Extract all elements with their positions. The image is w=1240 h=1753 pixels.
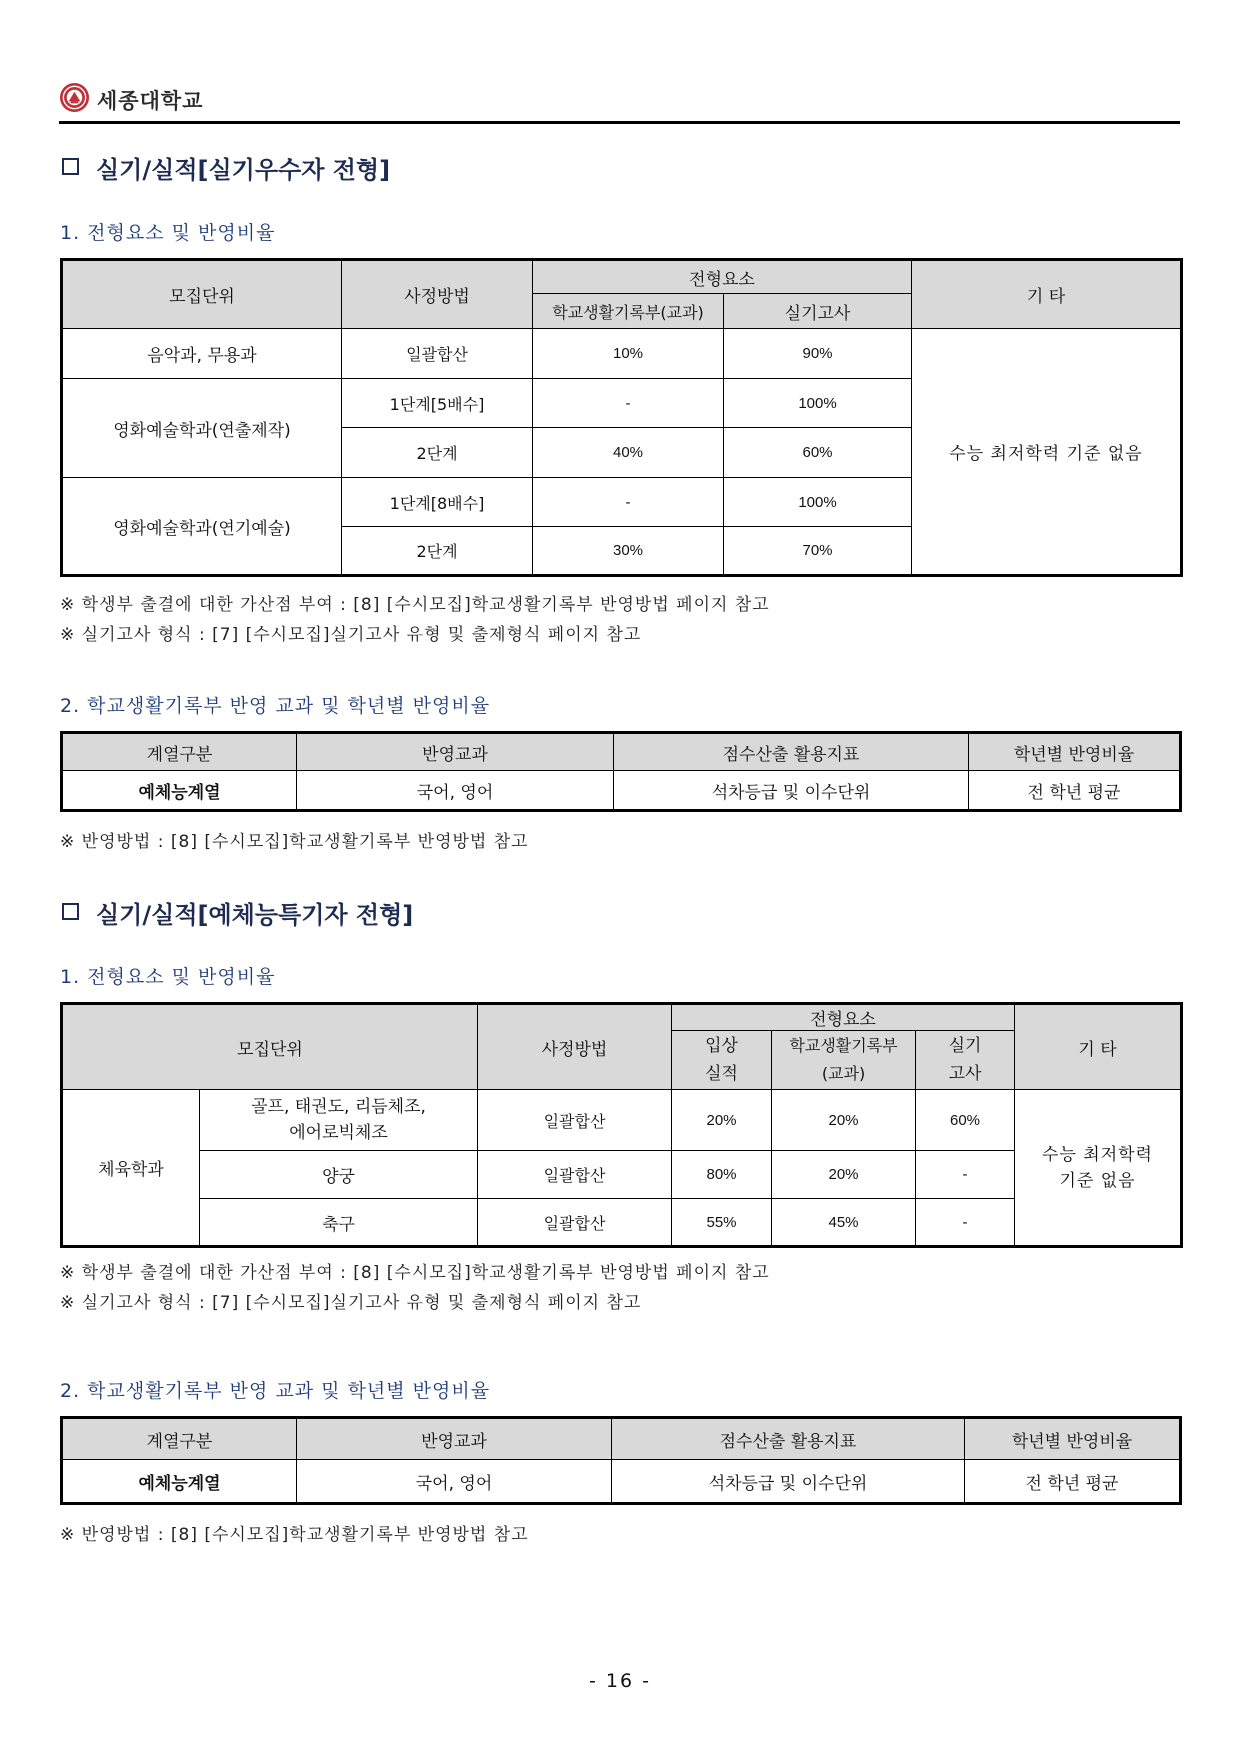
header-method: 사정방법	[478, 1004, 672, 1090]
header-grade-ratio: 학년별 반영비율	[965, 1418, 1181, 1460]
header-elements: 전형요소	[672, 1004, 1015, 1031]
cell-method: 일괄합산	[478, 1090, 672, 1151]
header-exam	[916, 1031, 1015, 1090]
cell-exam: 70%	[724, 527, 912, 576]
header-unit: 모집단위	[62, 260, 342, 329]
cell-sport	[200, 1090, 478, 1151]
cell-award: 80%	[672, 1151, 772, 1199]
subsection-title: 2. 학교생활기록부 반영 교과 및 학년별 반영비율	[60, 1380, 491, 1402]
cell-exam: 100%	[724, 379, 912, 428]
cell-subjects: 국어, 영어	[297, 771, 614, 811]
header-grade-ratio: 학년별 반영비율	[969, 733, 1181, 771]
checkbox-square-icon	[62, 158, 79, 175]
header-etc: 기 타	[912, 260, 1182, 329]
note-text: ※ 실기고사 형식 : [7] [수시모집]실기고사 유형 및 출제형식 페이지 참고	[60, 1293, 642, 1313]
cell-record: 45%	[772, 1199, 916, 1247]
cell-track: 예체능계열	[62, 771, 297, 811]
header-award	[672, 1031, 772, 1090]
cell-record: 20%	[772, 1090, 916, 1151]
cell-unit: 영화예술학과(연출제작)	[62, 379, 342, 478]
cell-subjects: 국어, 영어	[297, 1460, 612, 1504]
header-exam-line2: 고사	[948, 1064, 982, 1084]
selection-ratio-table	[60, 258, 1183, 577]
cell-etc-line2: 기준 없음	[1059, 1170, 1136, 1191]
cell-sport-line1: 골프, 태권도, 리듬체조,	[251, 1097, 426, 1117]
cell-exam: -	[916, 1199, 1015, 1247]
university-name: 세종대학교	[97, 89, 204, 113]
cell-etc-line1: 수능 최저학력	[1042, 1144, 1153, 1165]
header-record-line1: 학교생활기록부	[789, 1036, 898, 1055]
cell-unit: 음악과, 무용과	[62, 329, 342, 379]
cell-exam: 100%	[724, 478, 912, 527]
cell-sport: 축구	[200, 1199, 478, 1247]
header-etc: 기 타	[1015, 1004, 1182, 1090]
header-exam: 실기고사	[724, 294, 912, 329]
subsection-title: 1. 전형요소 및 반영비율	[60, 966, 276, 988]
cell-record: 40%	[533, 428, 724, 478]
subsection-title: 2. 학교생활기록부 반영 교과 및 학년별 반영비율	[60, 695, 491, 717]
cell-method: 2단계	[342, 428, 533, 478]
header-award-line1: 입상	[705, 1036, 738, 1056]
header-track: 계열구분	[62, 733, 297, 771]
cell-sport: 양궁	[200, 1151, 478, 1199]
cell-exam: 60%	[916, 1090, 1015, 1151]
header-subjects: 반영교과	[297, 733, 614, 771]
cell-record: -	[533, 379, 724, 428]
section-title-text: 실기/실적[실기우수자 전형]	[96, 156, 391, 184]
cell-etc: 수능 최저학력 기준 없음	[912, 329, 1182, 576]
cell-exam: 60%	[724, 428, 912, 478]
header-elements: 전형요소	[533, 260, 912, 294]
talent-ratio-table	[60, 1002, 1183, 1248]
cell-sport-line2: 에어로빅체조	[289, 1123, 388, 1143]
note-text: ※ 실기고사 형식 : [7] [수시모집]실기고사 유형 및 출제형식 페이지 참고	[60, 625, 642, 645]
section-title	[62, 895, 413, 930]
cell-method: 1단계[5배수]	[342, 379, 533, 428]
page-number: - 16 -	[589, 1670, 651, 1692]
cell-method: 2단계	[342, 527, 533, 576]
cell-exam: 90%	[724, 329, 912, 379]
header-award-line2: 실적	[705, 1064, 738, 1084]
note-text: ※ 학생부 출결에 대한 가산점 부여 : [8] [수시모집]학교생활기록부 반영방법 페이지 참고	[60, 595, 770, 615]
cell-grade-ratio: 전 학년 평균	[969, 771, 1181, 811]
cell-department: 체육학과	[62, 1090, 200, 1247]
page-header	[59, 78, 1179, 124]
section-title-text: 실기/실적[예체능특기자 전형]	[96, 901, 414, 929]
cell-exam: -	[916, 1151, 1015, 1199]
cell-award: 20%	[672, 1090, 772, 1151]
cell-etc	[1015, 1090, 1182, 1247]
header-record	[772, 1031, 916, 1090]
subject-ratio-table	[60, 731, 1182, 812]
cell-index: 석차등급 및 이수단위	[612, 1460, 965, 1504]
subject-ratio-table	[60, 1416, 1182, 1505]
header-index: 점수산출 활용지표	[614, 733, 969, 771]
cell-award: 55%	[672, 1199, 772, 1247]
university-seal-icon	[59, 82, 90, 113]
header-record-line2: (교과)	[821, 1064, 866, 1083]
header-method: 사정방법	[342, 260, 533, 329]
cell-track: 예체능계열	[62, 1460, 297, 1504]
header-rule	[59, 121, 1180, 124]
header-unit: 모집단위	[62, 1004, 478, 1090]
cell-record: 30%	[533, 527, 724, 576]
cell-record: -	[533, 478, 724, 527]
header-index: 점수산출 활용지표	[612, 1418, 965, 1460]
header-track: 계열구분	[62, 1418, 297, 1460]
note-text: ※ 반영방법 : [8] [수시모집]학교생활기록부 반영방법 참고	[60, 832, 529, 852]
cell-index: 석차등급 및 이수단위	[614, 771, 969, 811]
cell-method: 1단계[8배수]	[342, 478, 533, 527]
cell-method: 일괄합산	[478, 1199, 672, 1247]
cell-record: 10%	[533, 329, 724, 379]
header-record: 학교생활기록부(교과)	[533, 294, 724, 329]
checkbox-square-icon	[62, 903, 79, 920]
cell-unit: 영화예술학과(연기예술)	[62, 478, 342, 576]
cell-grade-ratio: 전 학년 평균	[965, 1460, 1181, 1504]
note-text: ※ 반영방법 : [8] [수시모집]학교생활기록부 반영방법 참고	[60, 1525, 529, 1545]
header-exam-line1: 실기	[948, 1036, 982, 1056]
cell-record: 20%	[772, 1151, 916, 1199]
header-subjects: 반영교과	[297, 1418, 612, 1460]
note-text: ※ 학생부 출결에 대한 가산점 부여 : [8] [수시모집]학교생활기록부 반영방법 페이지 참고	[60, 1263, 770, 1283]
subsection-title: 1. 전형요소 및 반영비율	[60, 222, 276, 244]
cell-method: 일괄합산	[478, 1151, 672, 1199]
section-title	[62, 150, 390, 185]
cell-method: 일괄합산	[342, 329, 533, 379]
